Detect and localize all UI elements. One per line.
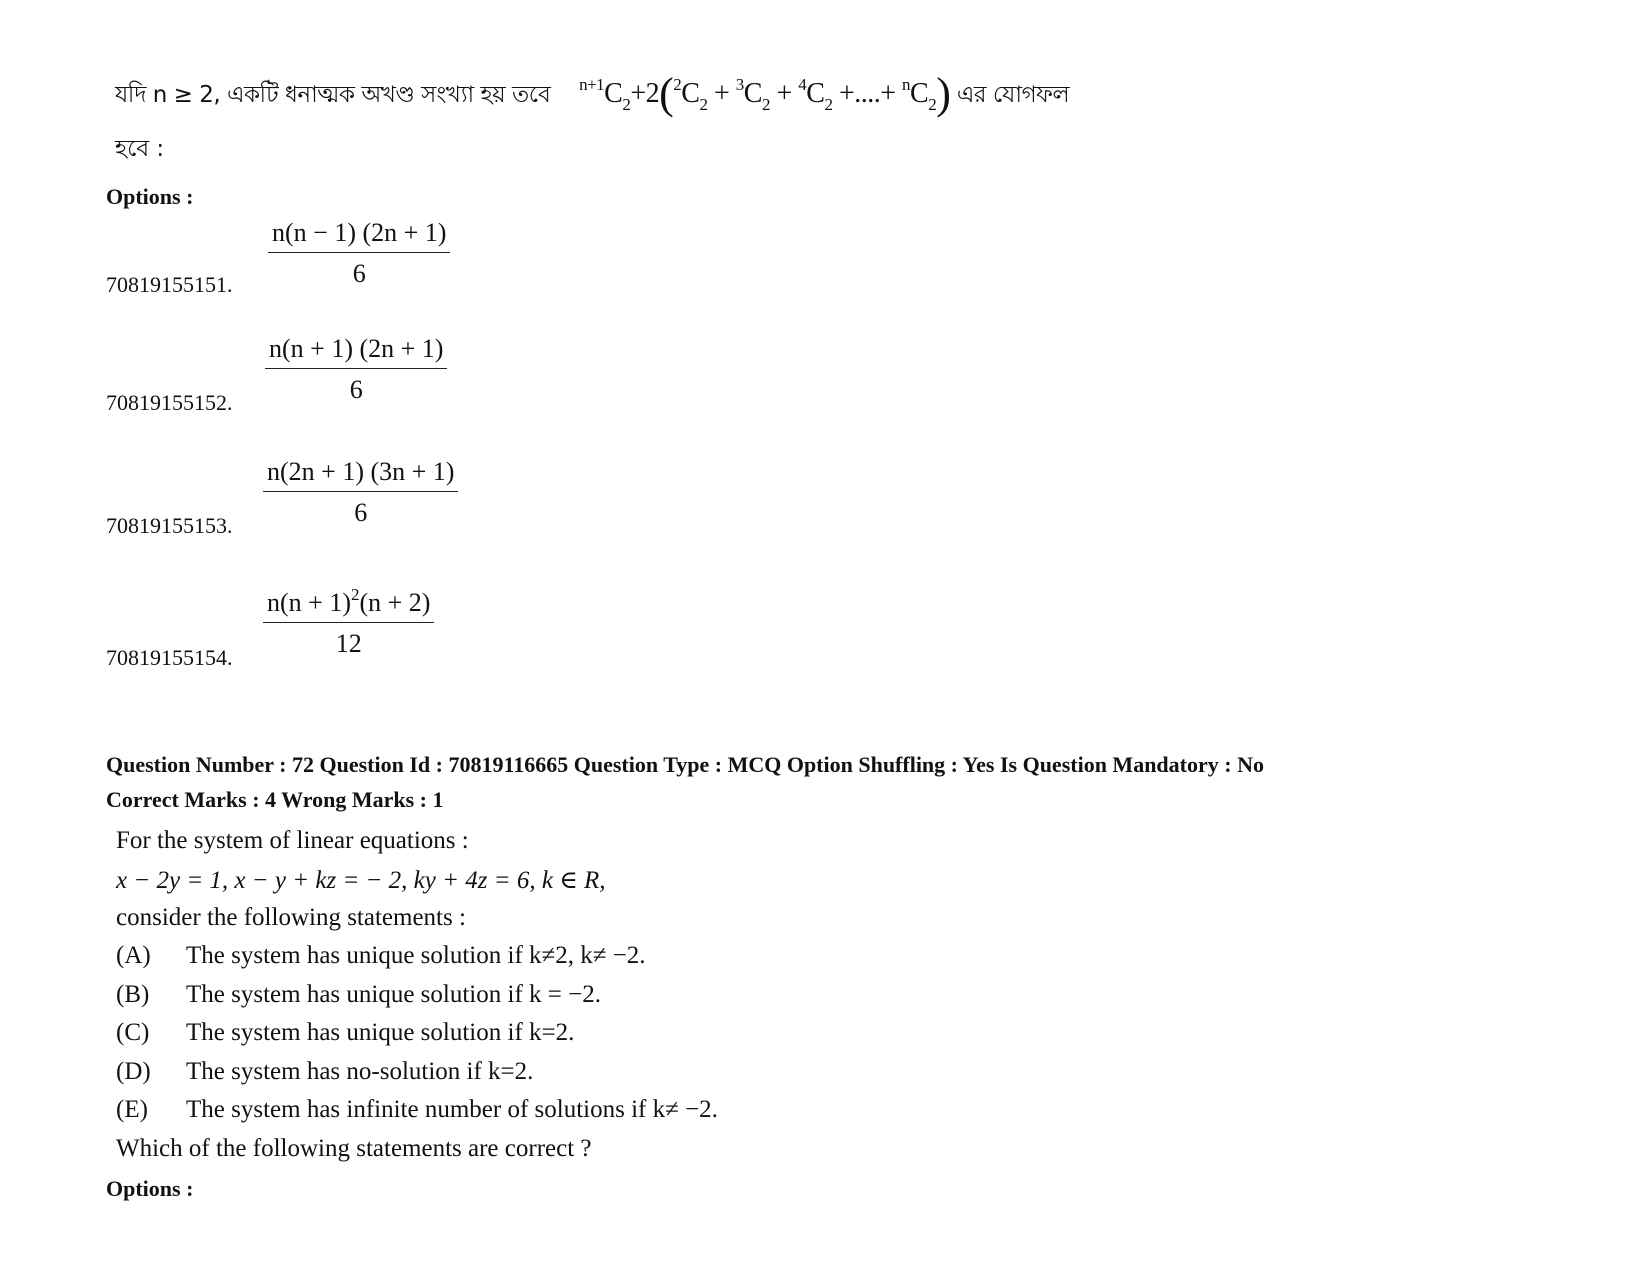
option-id: 70819155153. xyxy=(106,513,233,538)
option-fraction xyxy=(263,457,458,528)
statement-key: (B) xyxy=(116,981,150,1008)
statement-text: The system has unique solution if k≠2, k≠ −2. xyxy=(186,942,646,969)
question-expression: $^{n+1}C_2+2(^2C_2 + ^3C_2 + ^4C_2$ +....+ $^nC_2$) xyxy=(579,69,951,118)
question-prefix: যদি n ≥ 2, একটি ধনাত্মক অখণ্ড সংখ্যা হয় তবে xyxy=(115,82,551,108)
question-meta-line2: Correct Marks : 4 Wrong Marks : 1 xyxy=(106,787,444,812)
question-text-line2: হবে : xyxy=(115,136,165,162)
fraction-numerator: n(n + 1) (2n + 1) xyxy=(265,334,447,369)
question-text xyxy=(115,68,1069,119)
options-label: Options : xyxy=(106,184,194,209)
statement-key: (D) xyxy=(116,1058,151,1085)
fraction-denominator: 6 xyxy=(349,375,363,404)
options-label: Options : xyxy=(106,1176,194,1201)
option-id: 70819155152. xyxy=(106,390,233,415)
option-id: 70819155154. xyxy=(106,645,233,670)
fraction-denominator: 6 xyxy=(354,498,368,527)
question-meta-line1: Question Number : 72 Question Id : 70819116665 Question Type : MCQ Option Shuffling : Yes Is Question Mandatory : No xyxy=(106,752,1264,777)
statement-text: The system has unique solution if k=2. xyxy=(186,1019,575,1046)
statement-text: The system has unique solution if k = −2. xyxy=(186,981,601,1008)
question-equations: x − 2y = 1, x − y + kz = − 2, ky + 4z = 6, k ∈ R, xyxy=(116,867,606,894)
statement-text: The system has no-solution if k=2. xyxy=(186,1058,534,1085)
fraction-denominator: 12 xyxy=(335,629,362,658)
option-fraction xyxy=(263,585,434,659)
question-suffix: এর যোগফল xyxy=(956,82,1070,108)
statement-d xyxy=(116,1058,533,1086)
question-ask: Which of the following statements are correct ? xyxy=(116,1135,592,1162)
statement-e xyxy=(116,1096,718,1124)
fraction-numerator: n(2n + 1) (3n + 1) xyxy=(263,457,458,492)
fraction-numerator: n(n − 1) (2n + 1) xyxy=(268,218,450,253)
statement-key: (A) xyxy=(116,942,151,969)
fraction-numerator: $n(n + 1)^2(n + 2)$ xyxy=(263,585,434,623)
statement-c xyxy=(116,1019,574,1047)
statement-a xyxy=(116,942,646,970)
statement-key: (E) xyxy=(116,1096,148,1123)
option-fraction xyxy=(268,218,450,289)
statement-b xyxy=(116,981,601,1009)
fraction-denominator: 6 xyxy=(352,259,366,288)
option-fraction xyxy=(265,334,447,405)
option-id: 70819155151. xyxy=(106,272,233,297)
statement-key: (C) xyxy=(116,1019,150,1046)
question-consider: consider the following statements : xyxy=(116,904,466,931)
statement-text: The system has infinite number of solutions if k≠ −2. xyxy=(186,1096,718,1123)
question-intro: For the system of linear equations : xyxy=(116,827,469,854)
